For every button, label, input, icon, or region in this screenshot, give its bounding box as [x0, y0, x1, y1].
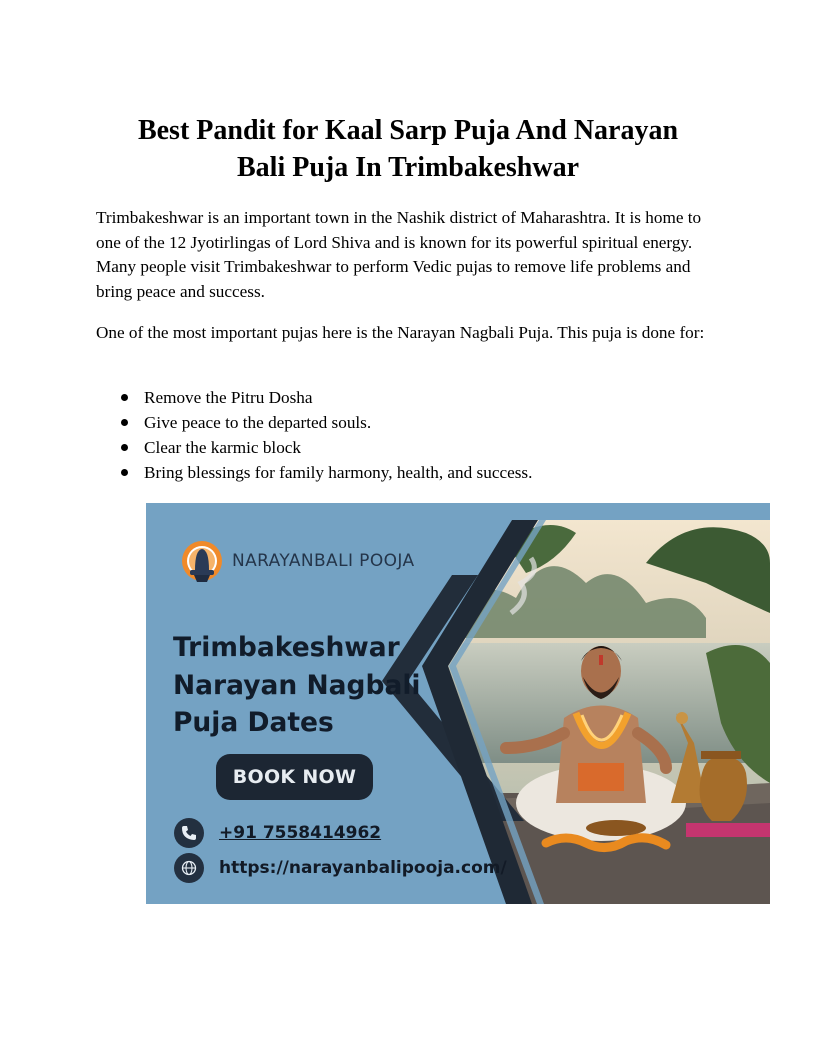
list-item: Give peace to the departed souls.: [96, 410, 532, 435]
book-now-button[interactable]: BOOK NOW: [216, 754, 373, 800]
globe-icon: [174, 853, 204, 883]
bullet-icon: [121, 469, 128, 476]
website-link[interactable]: https://narayanbalipooja.com/: [219, 858, 507, 878]
intro-paragraph: Trimbakeshwar is an important town in the Nashik district of Maharashtra. It is home to one of the 12 Jyotirlingas of Lord Shiva and is known for its powerful spiritual energy. Many people visit Trimbakeshwar to perform Vedic pujas to remove life problems and bring peace and success.: [96, 208, 702, 301]
headline-line-2: Narayan Nagbali: [173, 669, 421, 701]
phone-number[interactable]: +91 7558414962: [219, 823, 382, 843]
title-line-2: Bali Puja In Trimbakeshwar: [236, 152, 579, 183]
bullet-icon: [121, 394, 128, 401]
list-item: Clear the karmic block: [96, 435, 532, 460]
puja-paragraph: One of the most important pujas here is the Narayan Nagbali Puja. This puja is done for:: [96, 323, 705, 342]
list-item: Bring blessings for family harmony, health, and success.: [96, 460, 532, 485]
headline-line-1: Trimbakeshwar: [173, 632, 400, 663]
headline-line-3: Puja Dates: [173, 707, 334, 738]
phone-icon: [174, 818, 204, 848]
title-line-1: Best Pandit for Kaal Sarp Puja And Narayan: [137, 115, 679, 146]
shivling-logo-icon: [180, 540, 224, 586]
banner-headline: [173, 629, 421, 742]
phone-contact[interactable]: [174, 818, 381, 848]
bullet-icon: [121, 444, 128, 451]
brand-name: NARAYANBALI POOJA: [232, 551, 415, 571]
page-title: [96, 112, 720, 186]
bullet-icon: [121, 419, 128, 426]
list-item: Remove the Pitru Dosha: [96, 385, 532, 410]
promo-banner: [146, 503, 770, 904]
benefits-list: [96, 385, 532, 485]
website-contact[interactable]: [174, 853, 507, 883]
